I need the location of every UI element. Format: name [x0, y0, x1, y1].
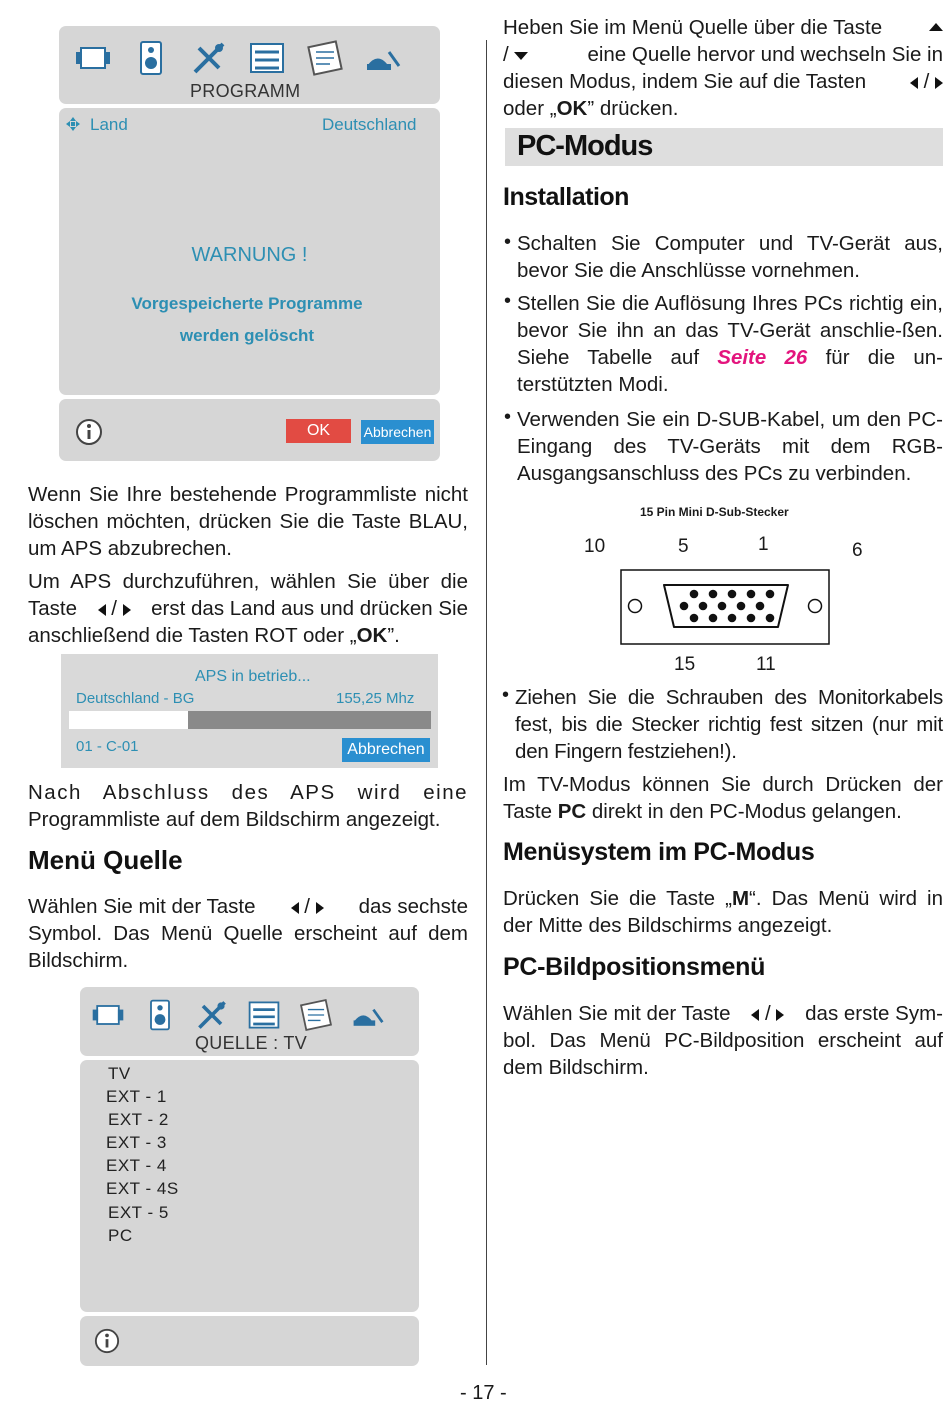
pc-key-end: direkt in den PC-Modus gelangen. [586, 800, 902, 823]
source-item-tv[interactable]: TV [108, 1064, 131, 1083]
ok-key-label: OK [556, 97, 588, 120]
pin-label-10: 10 [584, 536, 606, 557]
paragraph-aps-start [28, 568, 468, 649]
page-number: - 17 - [460, 1382, 507, 1404]
aps-start-line-1: Um APS durchzuführen, wählen Sie über die [28, 570, 468, 593]
bullet-resolution-text: Stellen Sie die Auflösung Ihres PCs richtig ein, bevor Sie ihn an das TV-Gerät anschlie-ßen. Siehe Tabelle auf [517, 292, 943, 369]
paragraph-menu-key [503, 885, 943, 939]
ok-button[interactable]: OK [286, 419, 351, 443]
menu-key-end: “. Das Menü wird in der Mitte des Bildschirms angezeigt. [503, 887, 943, 937]
source-select-line-1 [503, 14, 943, 41]
quelle-menu-header [80, 987, 419, 1056]
left-right-arrows-icon: / [751, 1000, 784, 1027]
programm-menu-title: PROGRAMM [190, 81, 301, 101]
aps-cancel-button[interactable]: Abbrechen [342, 738, 430, 762]
bullet-resolution [517, 290, 943, 398]
aps-start-line-2 [28, 595, 468, 622]
vga-connector-diagram [620, 569, 830, 645]
aps-country: Deutschland - BG [76, 690, 195, 707]
source-item-ext-5[interactable]: EXT - 5 [108, 1203, 169, 1222]
bullet-resolution-end: für die un-terstützten Modi. [517, 346, 944, 396]
paragraph-aps-done [28, 779, 468, 806]
bullet: • [502, 684, 510, 706]
warning-title: WARNUNG ! [191, 244, 308, 266]
picture-icon [73, 38, 113, 78]
bullet-switch-off: Schalten Sie Computer und TV-Gerät aus, bevor Sie die Anschlüsse vornehmen. [517, 232, 943, 282]
source-item-ext-2[interactable]: EXT - 2 [108, 1110, 169, 1129]
quelle-line-3: Bildschirm. [28, 949, 129, 972]
land-label: Land [90, 115, 128, 134]
programm-menu-footer [59, 399, 440, 461]
programme-table-icon [298, 997, 334, 1033]
page-link[interactable]: Seite 26 [717, 346, 808, 369]
warning-line-2: werden gelöscht [179, 326, 315, 345]
land-value[interactable]: Deutschland [322, 115, 417, 134]
source-item-pc[interactable]: PC [108, 1226, 133, 1245]
bullet-screws: Ziehen Sie die Schrauben des Monitorkabels fest, bis die Stecker richtig fest sitzen (nur mit den Fingern festziehen!). [515, 686, 943, 763]
programme-table-icon [305, 38, 345, 78]
slash-down-arrow-icon: / [503, 41, 528, 68]
source-item-ext-4s[interactable]: EXT - 4S [106, 1179, 179, 1198]
left-right-arrows-icon: / [910, 68, 943, 95]
heading-menu-quelle: Menü Quelle [28, 845, 183, 875]
info-icon [75, 418, 103, 446]
paragraph-quelle [28, 893, 468, 974]
bullet: • [504, 406, 512, 428]
features-icon [189, 38, 229, 78]
sound-icon [131, 38, 171, 78]
heading-menusystem: Menüsystem im PC-Modus [503, 838, 815, 866]
m-key-label: M [731, 887, 750, 910]
aps-frequency: 155,25 Mhz [336, 690, 415, 707]
pc-key-text: Im TV-Modus können Sie durch Drücken der Taste [503, 773, 943, 823]
bildposition-line-1 [503, 1000, 943, 1027]
source-select-line-4 [503, 95, 943, 122]
bildposition-line-2: bol. Das Menü PC-Bildposition erscheint auf [503, 1029, 943, 1052]
aps-channel: 01 - C-01 [76, 738, 139, 755]
left-right-arrows-icon: / [98, 595, 131, 622]
ok-key-label: OK [356, 624, 388, 647]
aps-status: APS in betrieb... [195, 668, 311, 685]
cancel-button[interactable]: Abbrechen [361, 420, 434, 444]
source-select-line-3 [503, 68, 943, 95]
pc-key-label: PC [557, 800, 587, 823]
bullet-dsub: Verwenden Sie ein D-SUB-Kabel, um den PC-Eingang des TV-Geräts mit dem RGB-Ausgangsanschluss des PCs zu verbinden. [517, 408, 943, 485]
source-icon [350, 997, 386, 1033]
source-item-ext-1[interactable]: EXT - 1 [106, 1087, 167, 1106]
source-item-ext-4[interactable]: EXT - 4 [106, 1156, 167, 1175]
heading-installation: Installation [503, 183, 629, 211]
aps-start-taste: Taste [28, 597, 77, 620]
programm-menu-header [59, 26, 440, 104]
picture-icon [90, 997, 126, 1033]
source-item-ext-3[interactable]: EXT - 3 [106, 1133, 167, 1152]
quelle-line-1-text: Wählen Sie mit der Taste [28, 895, 256, 918]
features-icon [194, 997, 230, 1033]
quelle-line-1-end: das sechste [358, 895, 468, 918]
source-select-line-2-text: eine Quelle hervor und wechseln Sie in [587, 43, 943, 66]
warning-line-1: Vorgespeicherte Programme [131, 294, 363, 313]
pin-label-1: 1 [758, 534, 769, 555]
quelle-menu-list [80, 1060, 419, 1312]
programm-menu-body [59, 108, 440, 395]
install-icon [246, 997, 282, 1033]
menu-key-text: Drücken Sie die Taste „ [503, 887, 732, 910]
sound-icon [142, 997, 178, 1033]
source-select-line-4-end: ” drücken. [587, 97, 679, 120]
left-right-arrows-icon: / [291, 893, 324, 920]
source-select-line-1-text: Heben Sie im Menü Quelle über die Taste [503, 16, 883, 39]
bildposition-line-1-end: das erste Sym- [805, 1002, 943, 1025]
pin-label-11: 11 [756, 654, 776, 675]
quelle-menu-title: QUELLE : TV [195, 1033, 308, 1053]
source-select-line-4-text: oder „ [503, 97, 557, 120]
bildposition-line-3: dem Bildschirm. [503, 1056, 649, 1079]
move-icon [65, 116, 81, 132]
paragraph-bildposition [503, 1000, 943, 1081]
aps-start-line-3-text: anschließend die Tasten ROT oder „ [28, 624, 357, 647]
quelle-line-1 [28, 893, 468, 920]
aps-done-line-1: Nach Abschluss des APS wird eine [28, 781, 468, 804]
aps-done-line-2: Programmliste auf dem Bildschirm angezeigt. [28, 808, 441, 831]
bullet: • [504, 290, 512, 312]
pin-label-5: 5 [678, 536, 689, 557]
connector-caption: 15 Pin Mini D-Sub-Stecker [640, 505, 789, 519]
bullet: • [504, 231, 512, 253]
aps-progress-fill [69, 711, 188, 729]
pin-label-15: 15 [674, 654, 696, 675]
heading-bildposition: PC-Bildpositionsmenü [503, 953, 766, 981]
source-select-line-2 [503, 41, 943, 68]
source-icon [363, 38, 403, 78]
bildposition-line-1-text: Wählen Sie mit der Taste [503, 1002, 731, 1025]
aps-start-line-3-end: ”. [387, 624, 400, 647]
paragraph-pc-key [503, 771, 943, 825]
column-divider [486, 40, 487, 1365]
aps-start-line-3 [28, 622, 468, 649]
paragraph-aps-cancel: Wenn Sie Ihre bestehende Programmliste nicht löschen möchten, drücken Sie die Taste BLAU, um APS abzubrechen. [28, 483, 468, 560]
quelle-line-2: Symbol. Das Menü Quelle erscheint auf dem [28, 922, 468, 945]
paragraph-source-select [503, 14, 943, 122]
pin-label-6: 6 [852, 540, 863, 561]
quelle-menu-footer [80, 1316, 419, 1366]
install-icon [247, 38, 287, 78]
heading-pc-modus: PC-Modus [517, 130, 653, 162]
up-arrow-icon [929, 23, 943, 31]
aps-screen [61, 654, 438, 768]
aps-start-rest: erst das Land aus und drücken Sie [151, 597, 468, 620]
aps-progress-bar [69, 711, 431, 729]
info-icon [94, 1328, 120, 1354]
source-select-line-3-text: diesen Modus, indem Sie auf die Tasten [503, 70, 867, 93]
